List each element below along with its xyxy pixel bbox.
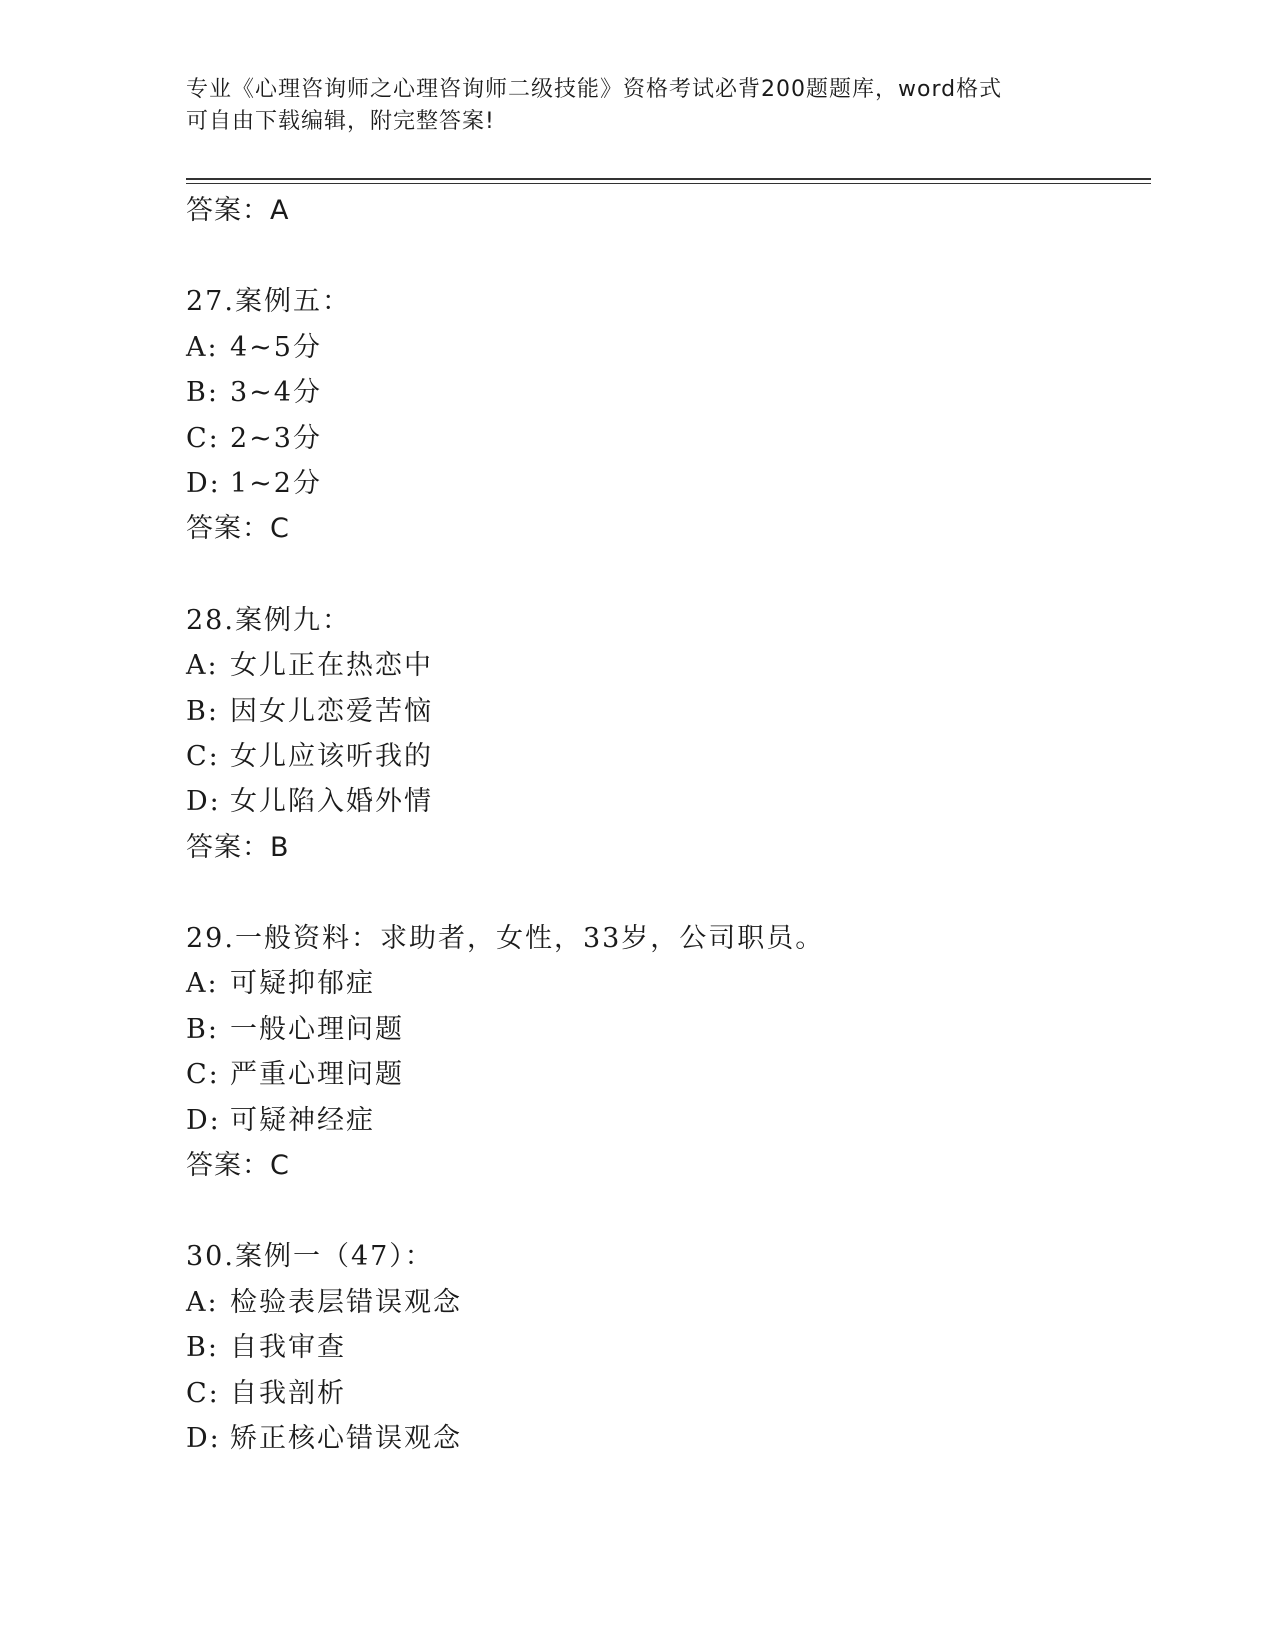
option-b <box>186 370 1146 415</box>
question-title: 28.案例九： <box>186 604 351 636</box>
option-letter: A: <box>186 650 219 682</box>
option-d <box>186 1098 1146 1143</box>
option-text: 自我审查 <box>230 1332 346 1364</box>
option-letter: D: <box>186 467 221 499</box>
option-text: 女儿陷入婚外情 <box>230 786 433 818</box>
answer-line: 答案：B <box>186 831 290 863</box>
option-letter: D: <box>186 1104 221 1136</box>
header-divider-thick <box>186 178 1151 180</box>
option-a <box>186 643 1146 688</box>
option-text: 一般心理问题 <box>230 1013 404 1045</box>
option-b <box>186 1325 1146 1370</box>
question-block <box>186 598 1146 870</box>
answer-line: 答案：A <box>186 195 290 226</box>
option-d <box>186 1416 1146 1461</box>
option-c <box>186 1052 1146 1097</box>
option-text: 自我剖析 <box>230 1377 346 1409</box>
option-letter: B: <box>186 695 219 727</box>
option-letter: C: <box>186 1377 220 1409</box>
answer-line: 答案：C <box>186 1150 290 1182</box>
option-c <box>186 1371 1146 1416</box>
option-letter: D: <box>186 1422 221 1454</box>
option-b <box>186 1007 1146 1052</box>
option-letter: B: <box>186 1013 219 1045</box>
option-text: 可疑神经症 <box>230 1104 375 1136</box>
option-text: 1~2分 <box>230 467 322 499</box>
option-c <box>186 416 1146 461</box>
question-title: 29.一般资料：求助者，女性，33岁，公司职员。 <box>186 923 825 955</box>
option-b <box>186 689 1146 734</box>
option-d <box>186 461 1146 506</box>
option-letter: B: <box>186 1332 219 1364</box>
option-a <box>186 961 1146 1006</box>
option-letter: C: <box>186 1059 220 1091</box>
option-letter: A: <box>186 331 219 363</box>
option-letter: A: <box>186 968 219 1000</box>
header-line-2: 可自由下载编辑，附完整答案! <box>186 109 495 134</box>
question-title: 30.案例一（47）： <box>186 1241 434 1273</box>
question-list <box>186 188 1146 1461</box>
option-text: 3~4分 <box>230 377 322 409</box>
question-title: 27.案例五： <box>186 286 351 318</box>
option-text: 严重心理问题 <box>230 1059 404 1091</box>
option-letter: A: <box>186 1286 219 1318</box>
option-text: 女儿正在热恋中 <box>230 650 433 682</box>
option-a <box>186 325 1146 370</box>
question-block <box>186 1234 1146 1461</box>
option-a <box>186 1280 1146 1325</box>
option-text: 矫正核心错误观念 <box>230 1422 462 1454</box>
option-text: 4~5分 <box>230 331 322 363</box>
option-text: 检验表层错误观念 <box>230 1286 462 1318</box>
question-block <box>186 279 1146 551</box>
header-line-1: 专业《心理咨询师之心理咨询师二级技能》资格考试必背200题题库，word格式 <box>186 77 1003 102</box>
option-d <box>186 779 1146 824</box>
option-letter: B: <box>186 377 219 409</box>
document-header <box>186 74 1066 138</box>
option-text: 2~3分 <box>230 422 322 454</box>
question-block <box>186 916 1146 1188</box>
header-divider-thin <box>186 183 1151 184</box>
answer-line: 答案：C <box>186 513 290 545</box>
option-text: 可疑抑郁症 <box>230 968 375 1000</box>
option-text: 女儿应该听我的 <box>230 740 433 772</box>
option-c <box>186 734 1146 779</box>
option-letter: C: <box>186 740 220 772</box>
option-text: 因女儿恋爱苦恼 <box>230 695 433 727</box>
option-letter: D: <box>186 786 221 818</box>
option-letter: C: <box>186 422 220 454</box>
